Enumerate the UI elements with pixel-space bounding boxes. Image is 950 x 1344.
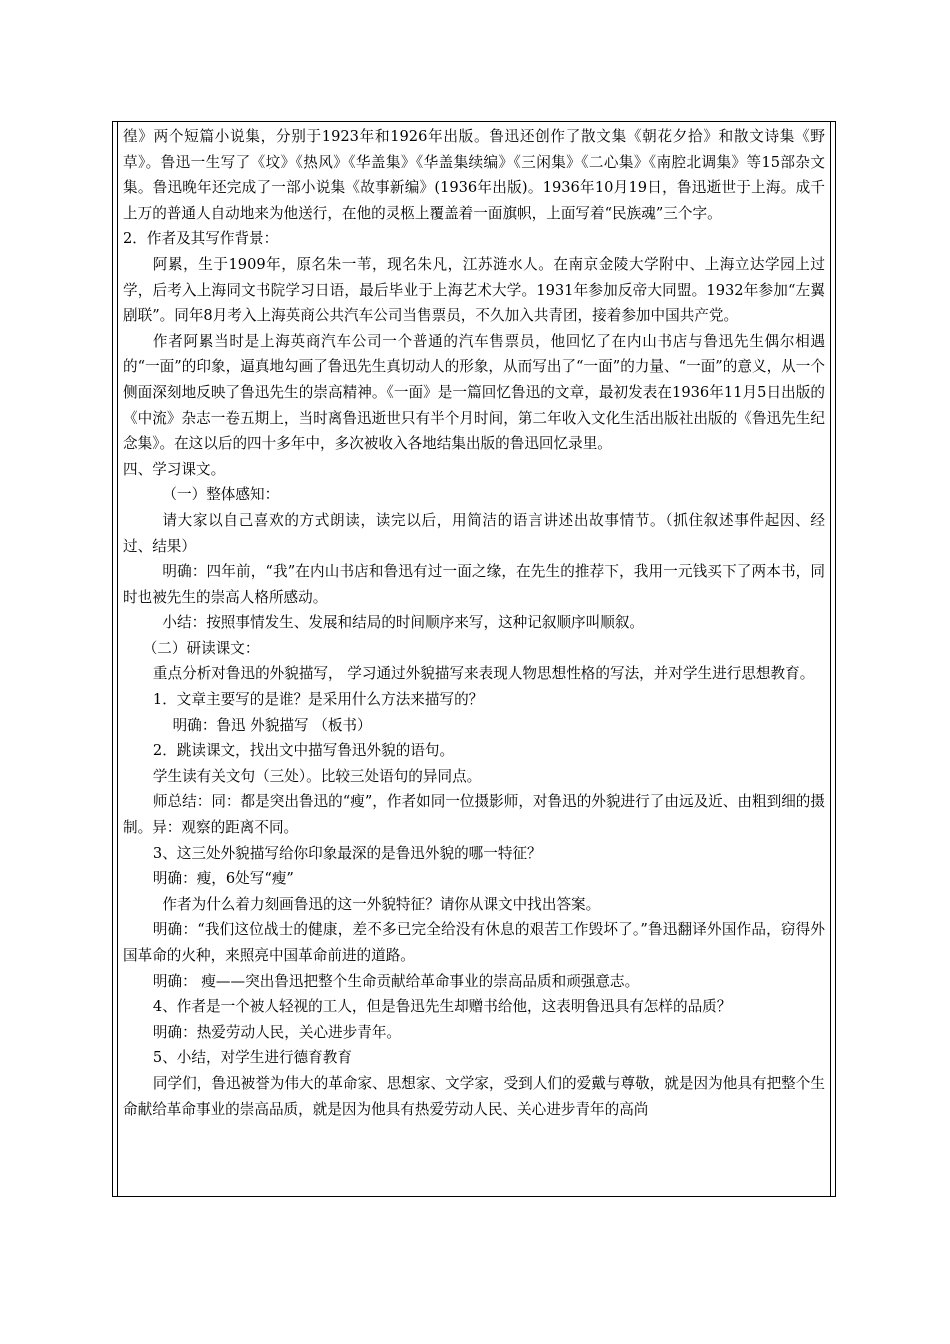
lesson-text (123, 124, 825, 1122)
paragraph: 同学们，鲁迅被誉为伟大的革命家、思想家、文学家，受到人们的爱戴与尊敬，就是因为他具有把整个生命献给革命事业的崇高品质，就是因为他具有热爱劳动人民、关心进步青年的高尚 (123, 1074, 825, 1118)
answer: 明确：瘦，6处写“瘦” (152, 870, 294, 888)
right-column-divider (830, 122, 831, 1196)
subsection-heading: （一）整体感知： (162, 486, 280, 504)
question: 1．文章主要写的是谁？是采用什么方法来描写的？ (152, 691, 484, 709)
paragraph: 请大家以自己喜欢的方式朗读，读完以后，用简洁的语言讲述出故事情节。（抓住叙述事件起因、经过、结果） (123, 511, 825, 555)
paragraph: 徨》两个短篇小说集，分别于1923年和1926年出版。鲁迅还创作了散文集《朝花夕拾》和散文诗集《野草》。鲁迅一生写了《坟》《热风》《华盖集》《华盖集续编》《三闲集》《二心集》《南腔北调集》等15部杂文集。鲁迅晚年还完成了一部小说集《故事新编》(1936年出版)。1936年10月19日，鲁迅逝世于上海。成千上万的普通人自动地来为他送行，在他的灵柩上覆盖着一面旗帜，上面写着“民族魂”三个字。 (123, 128, 825, 222)
paragraph: 师总结：同：都是突出鲁迅的“瘦”，作者如同一位摄影师，对鲁迅的外貌进行了由远及近、由粗到细的摄制。异：观察的距离不同。 (123, 793, 825, 837)
answer: 明确： 瘦——突出鲁迅把整个生命贡献给革命事业的崇高品质和顽强意志。 (152, 972, 640, 990)
question: 2．跳读课文，找出文中描写鲁迅外貌的语句。 (152, 742, 455, 760)
paragraph: 作者阿累当时是上海英商汽车公司一个普通的汽车售票员，他回忆了在内山书店与鲁迅先生偶尔相遇的“一面”的印象，逼真地勾画了鲁迅先生真切动人的形象，从而写出了“一面”的力量、“一面”的意义，从一个侧面深刻地反映了鲁迅先生的崇高精神。《一面》是一篇回忆鲁迅的文章，最初发表在1936年11月5日出版的《中流》杂志一卷五期上，当时离鲁迅逝世只有半个月时间，第二年收入文化生活出版社出版的《鲁迅先生纪念集》。在这以后的四十多年中，多次被收入各地结集出版的鲁迅回忆录里。 (123, 332, 825, 453)
question: 3、这三处外貌描写给你印象最深的是鲁迅外貌的哪一特征？ (152, 844, 542, 862)
paragraph: 2．作者及其写作背景： (123, 230, 279, 248)
section-heading: 四、学习课文。 (123, 460, 226, 478)
answer: 明确：“我们这位战士的健康，差不多已完全给没有休息的艰苦工作毁坏了。”鲁迅翻译外国作品，窃得外国革命的火种，来照亮中国革命前进的道路。 (123, 921, 825, 964)
question: 5、小结，对学生进行德育教育 (152, 1049, 352, 1067)
answer: 明确：鲁迅 外貌描写 （板书） (172, 716, 372, 734)
paragraph: 小结：按照事情发生、发展和结局的时间顺序来写，这种记叙顺序叫顺叙。 (162, 614, 645, 632)
paragraph: 学生读有关文句（三处）。比较三处语句的异同点。 (152, 767, 482, 785)
left-column-divider (117, 122, 118, 1196)
paragraph: 阿累，生于1909年，原名朱一苇，现名朱凡，江苏涟水人。在南京金陵大学附中、上海立达学园上过学，后考入上海同文书院学习日语，最后毕业于上海艺术大学。1931年参加反帝大同盟。1932年参加“左翼剧联”。同年8月考入上海英商公共汽车公司当售票员，不久加入共青团，接着参加中国共产党。 (123, 255, 825, 325)
subsection-heading: （二）研读课文： (142, 639, 260, 657)
paragraph: 重点分析对鲁迅的外貌描写， 学习通过外貌描写来表现人物思想性格的写法，并对学生进行思想教育。 (152, 665, 815, 683)
question: 4、作者是一个被人轻视的工人，但是鲁迅先生却赠书给他，这表明鲁迅具有怎样的品质？ (152, 998, 732, 1016)
paragraph: 明确：四年前，“我”在内山书店和鲁迅有过一面之缘，在先生的推荐下，我用一元钱买下了两本书，同时也被先生的崇高人格所感动。 (123, 563, 825, 606)
question: 作者为什么着力刻画鲁迅的这一外貌特征？请你从课文中找出答案。 (162, 895, 601, 913)
answer: 明确：热爱劳动人民，关心进步青年。 (152, 1023, 402, 1041)
content-table-cell (112, 121, 836, 1197)
